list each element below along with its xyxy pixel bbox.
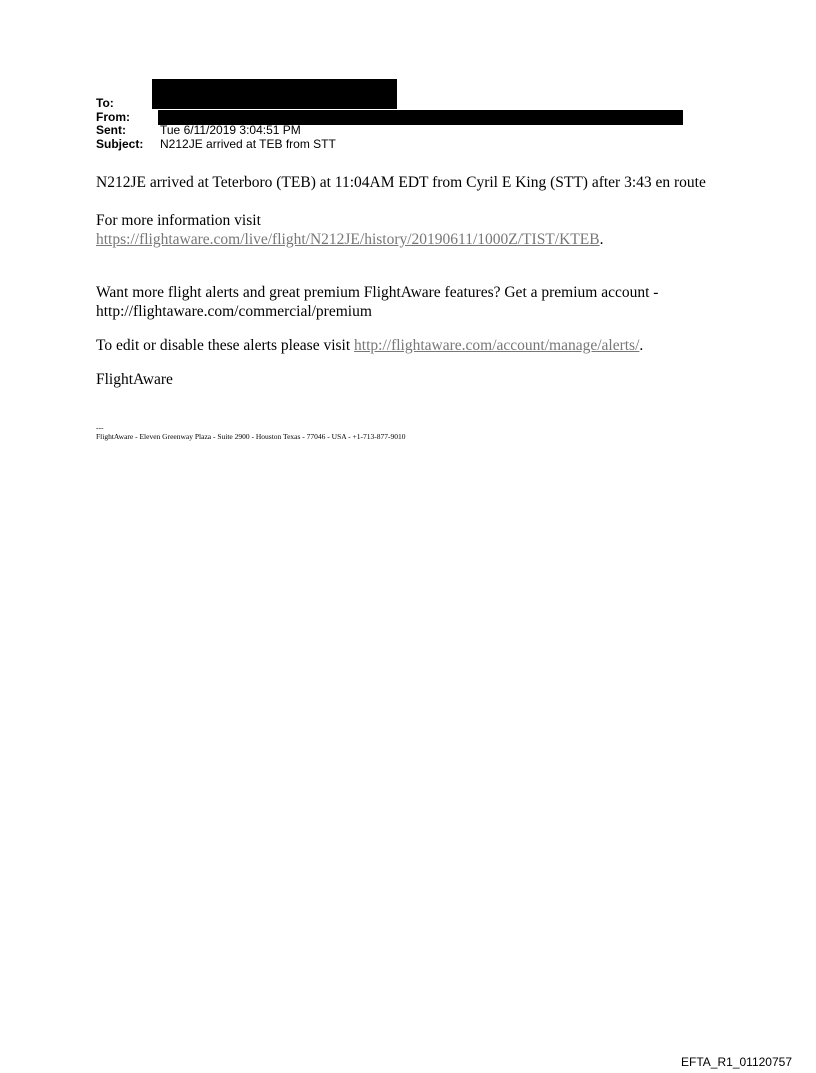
- sent-label: Sent:: [96, 123, 126, 137]
- subject-row: [96, 138, 336, 152]
- manage-alerts-link[interactable]: http://flightaware.com/account/manage/alerts/: [354, 337, 640, 354]
- subject-value: N212JE arrived at TEB from STT: [160, 136, 336, 151]
- premium-paragraph: Want more flight alerts and great premium FlightAware features? Get a premium account - http://flightaware.com/commercial/premium: [96, 284, 659, 320]
- email-footer: [96, 423, 406, 441]
- more-info-end: .: [599, 231, 604, 248]
- to-redaction: [152, 79, 397, 109]
- subject-label: Subject:: [96, 136, 144, 151]
- more-info-text: For more information visit: [96, 212, 261, 229]
- from-label: From:: [96, 109, 130, 124]
- to-label: To:: [96, 96, 114, 110]
- footer-address: FlightAware - Eleven Greenway Plaza - Suite 2900 - Houston Texas - 77046 - USA - +1-713-877-9010: [96, 432, 406, 441]
- edit-alerts-end: .: [639, 337, 644, 354]
- email-body: [96, 173, 711, 389]
- signature: FlightAware: [96, 371, 173, 388]
- footer-separator: ---: [96, 423, 104, 432]
- edit-alerts-text: To edit or disable these alerts please visit: [96, 337, 355, 354]
- email-header: [96, 97, 336, 151]
- to-row: [96, 97, 336, 111]
- more-info-paragraph: [96, 211, 711, 249]
- from-row: [96, 111, 336, 125]
- sent-row: [96, 124, 336, 138]
- edit-alerts-paragraph: [96, 336, 711, 355]
- document-id: EFTA_R1_01120757: [681, 1055, 792, 1069]
- sent-value: Tue 6/11/2019 3:04:51 PM: [160, 123, 301, 137]
- arrival-paragraph: N212JE arrived at Teterboro (TEB) at 11:04AM EDT from Cyril E King (STT) after 3:43 en route: [96, 174, 706, 191]
- flight-history-link[interactable]: https://flightaware.com/live/flight/N212JE/history/20190611/1000Z/TIST/KTEB: [96, 231, 600, 248]
